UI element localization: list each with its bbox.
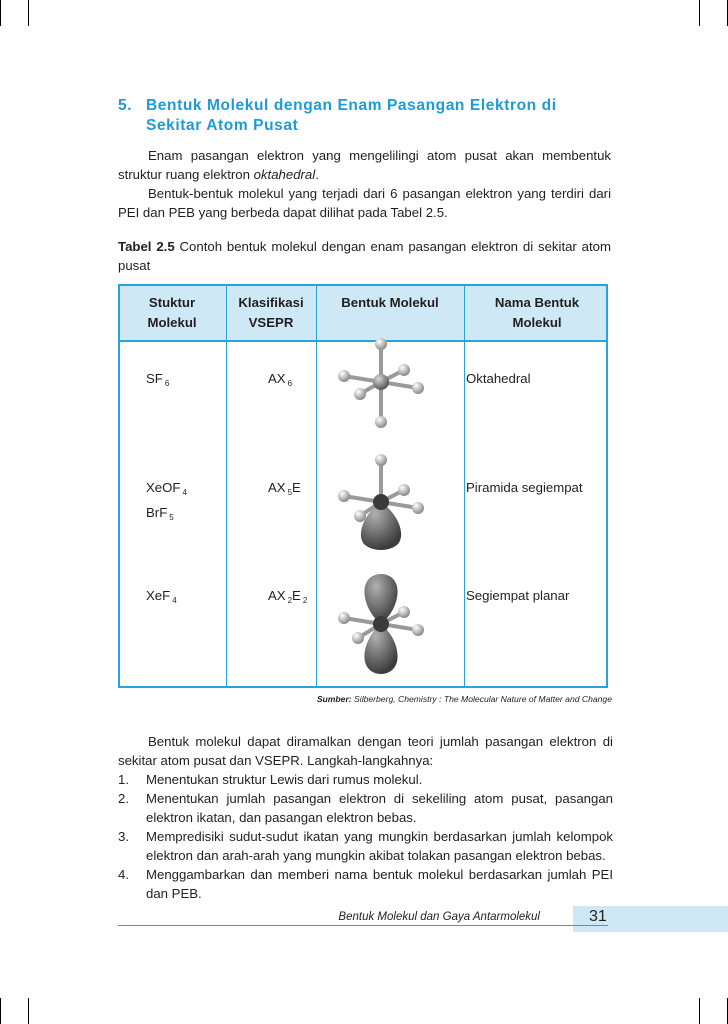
row1-molecule	[146, 369, 169, 394]
header-text: Molekul	[147, 315, 197, 330]
formula: XeF	[146, 588, 171, 603]
row3-molecule	[146, 586, 177, 611]
row3-shape-name: Segiempat planar	[466, 588, 570, 603]
header-text: Bentuk Molekul	[341, 295, 439, 310]
subscript: 2	[302, 596, 308, 605]
list-number: 1.	[118, 772, 129, 787]
square-pyramidal-model-image	[334, 452, 428, 552]
formula: SF	[146, 371, 163, 386]
subscript: 2	[287, 596, 293, 605]
paragraph-1-line2	[118, 165, 611, 184]
molecule-table	[118, 284, 608, 688]
paragraph-1-line1: Enam pasangan elektron yang mengelilingi atom pusat akan membentuk	[148, 148, 611, 163]
intro-line2: sekitar atom pusat dan VSEPR. Langkah-langkahnya:	[118, 753, 434, 768]
header-text: Nama Bentuk	[494, 295, 580, 310]
paragraph-2	[118, 184, 611, 222]
row2-shape-name: Piramida segiempat	[466, 480, 583, 495]
list-item	[118, 770, 613, 789]
source-label: Sumber:	[316, 694, 352, 704]
section-number: 5.	[118, 97, 133, 114]
list-text: Mempredisiki sudut-sudut ikatan yang mungkin berdasarkan jumlah kelompok elektron dan arah-arah yang mungkin akibat tolakan pasangan elektron bebas.	[146, 829, 613, 863]
row1-vsepr	[268, 369, 292, 394]
row1-shape-name: Oktahedral	[466, 371, 531, 386]
header-klasifikasi	[228, 293, 314, 333]
formula: XeOF	[146, 480, 181, 495]
paragraph-2-line1: Bentuk-bentuk molekul yang terjadi dari 6 pasangan elektron yang terdiri dari	[148, 186, 611, 201]
formula: E	[292, 480, 301, 495]
list-item	[118, 865, 613, 903]
footer	[118, 911, 608, 925]
list-number: 2.	[118, 791, 129, 806]
section-title-line2: Sekitar Atom Pusat	[146, 117, 299, 134]
table-source	[317, 694, 612, 704]
crop-mark	[0, 0, 1, 26]
header-nama	[466, 293, 608, 333]
subscript: 5	[287, 488, 293, 497]
crop-mark	[699, 0, 700, 26]
column-divider	[464, 286, 465, 686]
subscript: 6	[164, 379, 170, 388]
crop-mark	[28, 0, 29, 26]
header-bentuk	[318, 293, 462, 313]
subscript: 5	[169, 513, 174, 522]
crop-mark	[699, 998, 700, 1024]
table-caption-line2: pusat	[118, 258, 151, 273]
intro-line1: Bentuk molekul dapat diramalkan dengan teori jumlah pasangan elektron di	[148, 734, 613, 749]
formula: AX	[268, 371, 286, 386]
list-item	[118, 827, 613, 865]
row2-vsepr	[268, 478, 301, 503]
column-divider	[226, 286, 227, 686]
square-planar-model-image	[334, 570, 428, 678]
subscript: 4	[172, 596, 177, 605]
table-caption-line1	[118, 237, 611, 256]
section-heading	[118, 96, 618, 136]
footer-rule	[118, 925, 608, 926]
list-number: 4.	[118, 867, 129, 882]
formula: BrF	[146, 505, 168, 520]
section-title-line1: Bentuk Molekul dengan Enam Pasangan Elektron di	[146, 97, 557, 114]
source-text: Silberberg, Chemistry : The Molecular Nature of Matter and Change	[351, 694, 612, 704]
text: struktur ruang elektron	[118, 167, 254, 182]
table-label: Tabel 2.5	[118, 239, 175, 254]
crop-mark	[28, 998, 29, 1024]
paragraph-2-line2: PEI dan PEB yang berbeda dapat dilihat pada Tabel 2.5.	[118, 205, 448, 220]
octahedral-model-image	[334, 334, 428, 432]
header-text: Molekul	[512, 315, 562, 330]
formula: E	[292, 588, 301, 603]
footer-chapter-title: Bentuk Molekul dan Gaya Antarmolekul	[338, 911, 540, 923]
subscript: 4	[182, 488, 187, 497]
emphasis: oktahedral	[253, 167, 316, 182]
formula: AX	[268, 480, 286, 495]
crop-mark	[0, 998, 1, 1024]
row3-vsepr	[268, 586, 307, 611]
list-item	[118, 789, 613, 827]
header-text: Klasifikasi	[238, 295, 304, 310]
table-caption	[118, 237, 611, 275]
text: .	[315, 167, 319, 182]
header-text: VSEPR	[248, 315, 294, 330]
list-text: Menggambarkan dan memberi nama bentuk molekul berdasarkan jumlah PEI dan PEB.	[146, 867, 613, 901]
list-number: 3.	[118, 829, 129, 844]
subscript: 6	[287, 379, 293, 388]
header-struktur	[136, 293, 208, 333]
table-caption-text: Contoh bentuk molekul dengan enam pasangan elektron di sekitar atom	[174, 239, 611, 254]
list-text: Menentukan struktur Lewis dari rumus molekul.	[146, 772, 423, 787]
page-number: 31	[589, 908, 607, 925]
formula: AX	[268, 588, 286, 603]
list-text: Menentukan jumlah pasangan elektron di sekeliling atom pusat, pasangan elektron ikatan, dan pasangan elektron bebas.	[146, 791, 613, 825]
row2-molecule	[146, 478, 187, 528]
paragraph-1	[118, 146, 611, 184]
body-text	[118, 732, 613, 903]
column-divider	[316, 286, 317, 686]
header-text: Stuktur	[148, 295, 196, 310]
